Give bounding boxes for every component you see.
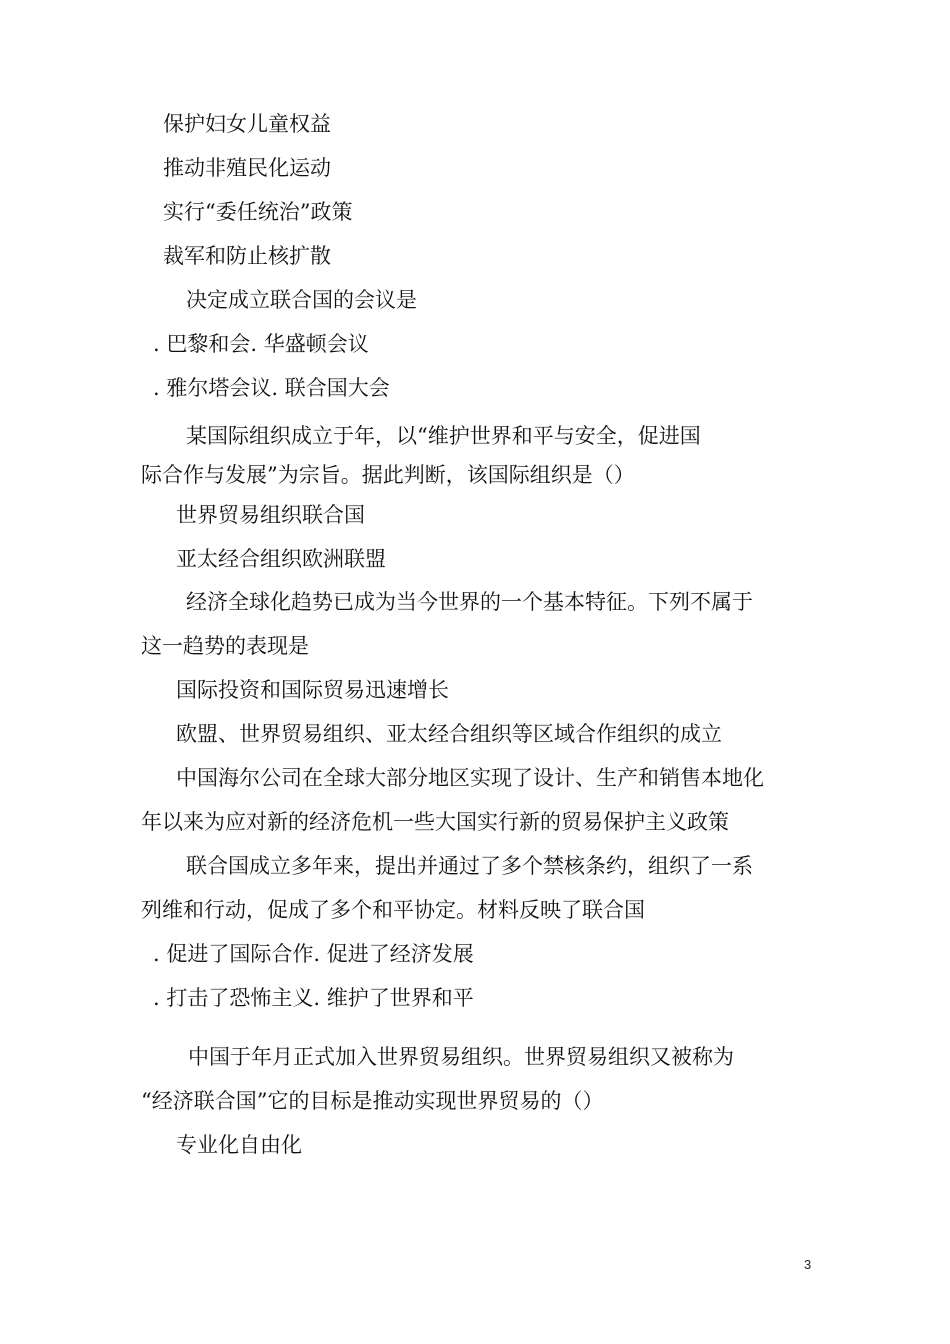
option-line: 裁军和防止核扩散 bbox=[163, 244, 331, 268]
option-line: 国际投资和国际贸易迅速增长 bbox=[176, 678, 449, 702]
option-line: . 促进了国际合作. 促进了经济发展 bbox=[153, 942, 474, 966]
page-number: 3 bbox=[804, 1257, 812, 1272]
option-line: 年以来为应对新的经济危机一些大国实行新的贸易保护主义政策 bbox=[141, 810, 729, 834]
option-line: . 巴黎和会. 华盛顿会议 bbox=[153, 332, 369, 356]
option-line: 中国海尔公司在全球大部分地区实现了设计、生产和销售本地化 bbox=[176, 766, 764, 790]
option-line: . 打击了恐怖主义. 维护了世界和平 bbox=[153, 986, 474, 1010]
question-line: “经济联合国”它的目标是推动实现世界贸易的（） bbox=[141, 1089, 604, 1113]
question-line: 经济全球化趋势已成为当今世界的一个基本特征。下列不属于 bbox=[186, 590, 753, 614]
option-line: 专业化自由化 bbox=[176, 1133, 302, 1157]
option-line: 欧盟、世界贸易组织、亚太经合组织等区域合作组织的成立 bbox=[176, 722, 722, 746]
option-line: 实行“委任统治”政策 bbox=[163, 200, 353, 224]
option-line: 亚太经合组织欧洲联盟 bbox=[176, 547, 386, 571]
option-line: 世界贸易组织联合国 bbox=[176, 503, 365, 527]
question-line: 联合国成立多年来，提出并通过了多个禁核条约，组织了一系 bbox=[186, 854, 753, 878]
question-line: 列维和行动，促成了多个和平协定。材料反映了联合国 bbox=[141, 898, 645, 922]
option-line: 推动非殖民化运动 bbox=[163, 156, 331, 180]
question-line: 某国际组织成立于年，以“维护世界和平与安全，促进国 bbox=[186, 424, 701, 448]
question-line: 这一趋势的表现是 bbox=[141, 634, 309, 658]
question-line: 决定成立联合国的会议是 bbox=[186, 288, 417, 312]
question-line: 中国于年月正式加入世界贸易组织。世界贸易组织又被称为 bbox=[188, 1045, 734, 1069]
option-line: 保护妇女儿童权益 bbox=[163, 112, 331, 136]
question-line: 际合作与发展”为宗旨。据此判断，该国际组织是（） bbox=[141, 463, 635, 487]
option-line: . 雅尔塔会议. 联合国大会 bbox=[153, 376, 390, 400]
